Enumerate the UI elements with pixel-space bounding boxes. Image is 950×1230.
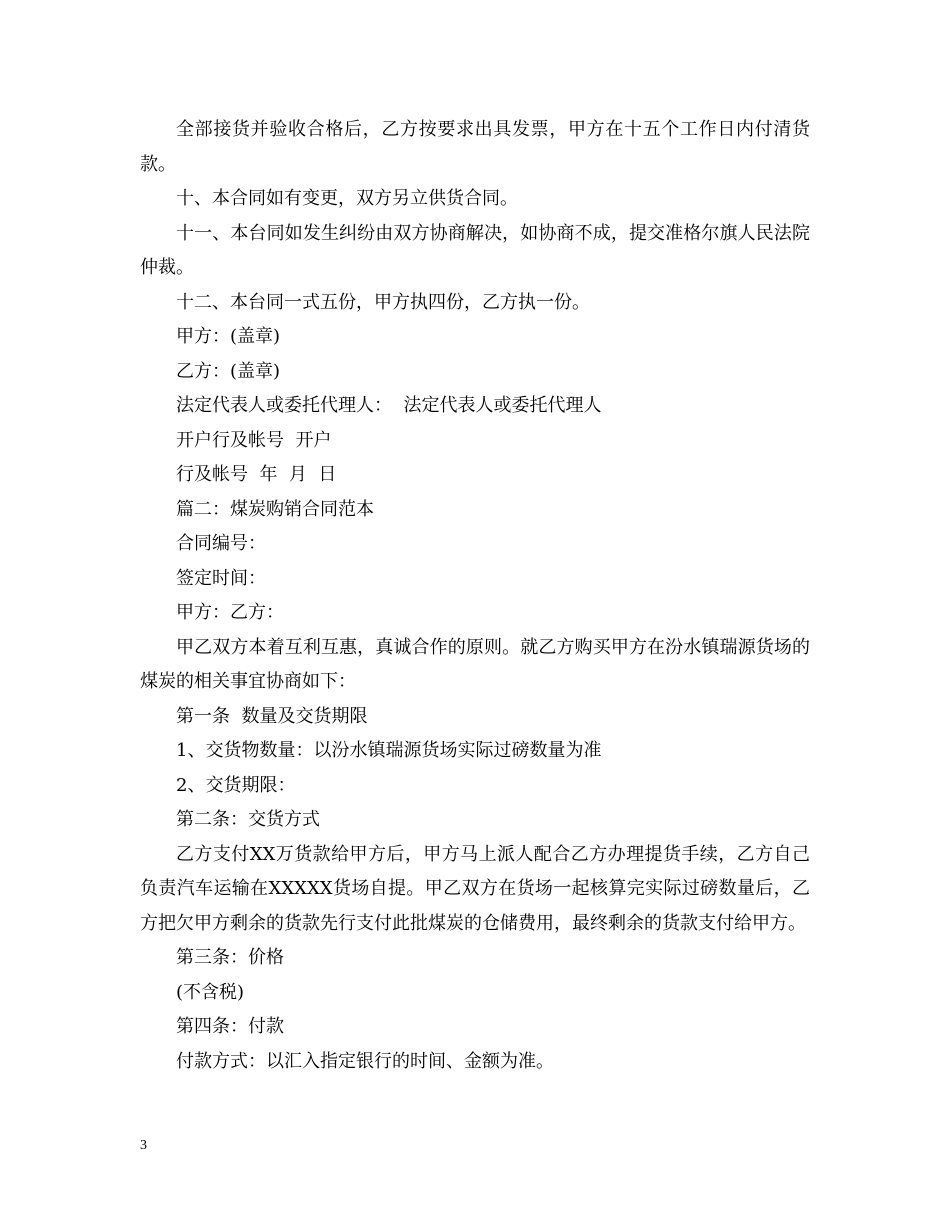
paragraph-payment-method: 付款方式：以汇入指定银行的时间、金额为准。	[176, 1050, 554, 1072]
paragraph-tax-note: (不含税)	[176, 981, 245, 1003]
paragraph-article-3: 第三条：价格	[176, 947, 284, 968]
paragraph-article-4: 第四条：付款	[176, 1016, 284, 1037]
paragraph-preamble: 甲乙双方本着互利互惠，真诚合作的原则。就乙方购买甲方在汾水镇瑞源货场的煤炭的相关事宜协商如下：	[140, 636, 810, 692]
paragraph-party-a-seal: 甲方：(盖章)	[176, 326, 281, 347]
paragraph-party-b-seal: 乙方：(盖章)	[176, 360, 281, 382]
page-number: 3	[140, 1138, 147, 1153]
paragraph-payment-terms: 全部接货并验收合格后，乙方按要求出具发票，甲方在十五个工作日内付清货款。	[140, 119, 810, 175]
paragraph-contract-number: 合同编号：	[176, 533, 266, 554]
document-body	[140, 113, 810, 1079]
paragraph-delivery-quantity: 1、交货物数量：以汾水镇瑞源货场实际过磅数量为准	[176, 740, 602, 761]
paragraph-bank-account-date: 行及帐号 年 月 日	[176, 464, 337, 485]
paragraph-delivery-period: 2、交货期限：	[176, 774, 296, 796]
paragraph-bank-account: 开户行及帐号 开户	[176, 429, 332, 451]
paragraph-clause-10: 十、本合同如有变更，双方另立供货合同。	[176, 188, 518, 209]
paragraph-article-2: 第二条：交货方式	[176, 809, 320, 830]
paragraph-clause-11: 十一、本台同如发生纠纷由双方协商解决，如协商不成，提交准格尔旗人民法院仲裁。	[140, 222, 810, 278]
paragraph-delivery-method: 乙方支付XX万货款给甲方后，甲方马上派人配合乙方办理提货手续，乙方自己负责汽车运输在XXXXX货场自提。甲乙双方在货场一起核算完实际过磅数量后，乙方把欠甲方剩余的货款先行支付此批煤炭的仓储费用，最终剩余的货款支付给甲方。	[140, 843, 810, 934]
paragraph-parties: 甲方：乙方：	[176, 602, 284, 623]
paragraph-clause-12: 十二、本台同一式五份，甲方执四份，乙方执一份。	[176, 291, 590, 313]
paragraph-article-1: 第一条 数量及交货期限	[176, 705, 368, 727]
paragraph-legal-representative: 法定代表人或委托代理人： 法定代表人或委托代理人	[176, 395, 602, 416]
paragraph-section-2-title: 篇二：煤炭购销合同范本	[176, 498, 374, 520]
paragraph-signing-time: 签定时间：	[176, 567, 266, 589]
